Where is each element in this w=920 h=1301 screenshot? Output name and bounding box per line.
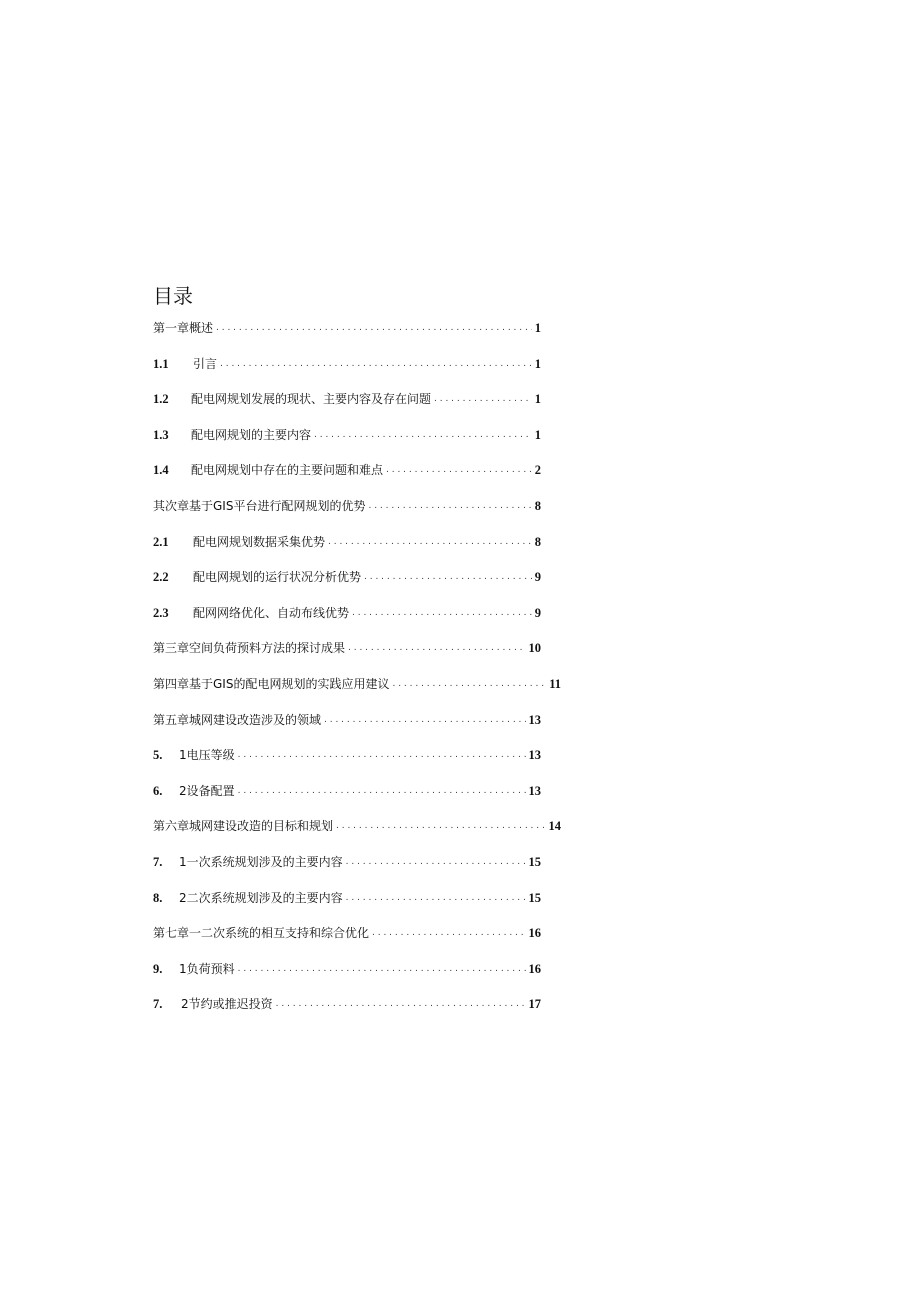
toc-entry[interactable] — [153, 888, 541, 924]
toc-leader-dots — [434, 389, 532, 409]
toc-entry[interactable] — [153, 425, 541, 461]
toc-entry-text: 1电压等级 — [179, 748, 235, 763]
toc-section-number: 1.1 — [153, 356, 169, 371]
toc-entry-text: 第六章城网建设改造的目标和规划 — [153, 819, 334, 834]
toc-page-number: 1 — [534, 321, 541, 335]
toc-entry[interactable] — [153, 710, 541, 746]
toc-page-number: 1 — [534, 356, 541, 371]
toc-page-number: 14 — [548, 819, 561, 834]
toc-leader-dots — [352, 603, 532, 623]
toc-entry-text: 配电网规划的主要内容 — [191, 427, 312, 442]
toc-page-number: 11 — [549, 676, 561, 691]
toc-entry[interactable] — [153, 532, 541, 568]
toc-page-number: 15 — [528, 854, 541, 869]
toc-page-number: 16 — [528, 961, 541, 976]
toc-page-number: 10 — [528, 641, 541, 656]
toc-entry-text: 第三章空间负荷预料方法的探讨成果 — [153, 641, 346, 656]
toc-entry-text: 引言 — [193, 356, 218, 371]
toc-section-number: 2.1 — [153, 534, 169, 549]
toc-leader-dots — [238, 745, 526, 765]
toc-page-number: 1 — [534, 392, 541, 407]
toc-entry[interactable] — [153, 318, 541, 354]
toc-entry-text: 2二次系统规划涉及的主要内容 — [179, 890, 343, 905]
toc-entry[interactable] — [153, 638, 541, 674]
toc-entry[interactable] — [153, 923, 541, 959]
toc-section-number: 7. — [153, 997, 163, 1012]
toc-leader-dots — [328, 532, 532, 552]
toc-entry-text: 第四章基于GIS的配电网规划的实践应用建议 — [153, 676, 390, 691]
toc-entry-text: 2设备配置 — [179, 783, 235, 798]
toc-entry-text: 1一次系统规划涉及的主要内容 — [179, 854, 343, 869]
toc-leader-dots — [336, 816, 545, 836]
toc-section-number: 1.2 — [153, 392, 169, 407]
toc-leader-dots — [238, 959, 526, 979]
toc-page-number: 9 — [534, 570, 541, 585]
toc-entry[interactable] — [153, 781, 541, 817]
toc-section-number: 1.3 — [153, 427, 169, 442]
toc-entry[interactable] — [153, 389, 541, 425]
toc-section-number: 9. — [153, 961, 163, 976]
toc-page-number: 8 — [534, 534, 541, 549]
toc-page-number: 8 — [534, 498, 541, 513]
toc-leader-dots — [276, 994, 526, 1014]
toc-entry-text: 2节约或推迟投资 — [181, 997, 273, 1012]
toc-leader-dots — [348, 638, 525, 658]
toc-page-number: 13 — [528, 748, 541, 763]
toc-leader-dots — [346, 852, 526, 872]
toc-entry-text: 配电网规划的运行状况分析优势 — [193, 570, 362, 585]
toc-page-number: 13 — [528, 783, 541, 798]
toc-title: 目录 — [153, 284, 193, 308]
toc-entry[interactable] — [153, 816, 561, 852]
toc-entry[interactable] — [153, 994, 541, 1030]
toc-entry-text: 配电网规划数据采集优势 — [193, 534, 326, 549]
toc-list — [153, 318, 573, 1030]
toc-leader-dots — [324, 710, 525, 730]
toc-entry[interactable] — [153, 354, 541, 390]
toc-entry-text: 第一章概述 — [153, 321, 214, 335]
toc-leader-dots — [392, 674, 546, 694]
toc-entry-text: 其次章基于GIS平台进行配网规划的优势 — [153, 498, 366, 513]
toc-entry-text: 1负荷预料 — [179, 961, 235, 976]
toc-entry-text: 配网网络优化、自动布线优势 — [193, 605, 350, 620]
toc-section-number: 5. — [153, 748, 163, 763]
toc-entry[interactable] — [153, 496, 541, 532]
toc-page-number: 17 — [528, 997, 541, 1012]
toc-entry[interactable] — [153, 460, 541, 496]
toc-entry-text: 配电网规划中存在的主要问题和难点 — [191, 463, 384, 478]
toc-leader-dots — [314, 425, 532, 445]
toc-page-number: 1 — [534, 427, 541, 442]
toc-leader-dots — [346, 888, 526, 908]
toc-leader-dots — [216, 318, 532, 338]
toc-page-number: 2 — [534, 463, 541, 478]
toc-section-number: 8. — [153, 890, 163, 905]
toc-entry[interactable] — [153, 603, 541, 639]
toc-entry[interactable] — [153, 745, 541, 781]
toc-entry[interactable] — [153, 852, 541, 888]
toc-leader-dots — [220, 354, 532, 374]
toc-entry[interactable] — [153, 567, 541, 603]
toc-entry-text: 配电网规划发展的现状、主要内容及存在问题 — [191, 392, 432, 407]
toc-page-number: 15 — [528, 890, 541, 905]
toc-page-number: 13 — [528, 712, 541, 727]
toc-leader-dots — [238, 781, 526, 801]
toc-page-number: 9 — [534, 605, 541, 620]
toc-entry[interactable] — [153, 674, 561, 710]
toc-leader-dots — [386, 460, 532, 480]
toc-section-number: 1.4 — [153, 463, 169, 478]
toc-leader-dots — [372, 923, 525, 943]
toc-entry-text: 第五章城网建设改造涉及的领域 — [153, 712, 322, 727]
toc-section-number: 2.2 — [153, 570, 169, 585]
toc-section-number: 7. — [153, 854, 163, 869]
toc-leader-dots — [368, 496, 531, 516]
toc-section-number: 6. — [153, 783, 163, 798]
toc-page-number: 16 — [528, 926, 541, 941]
toc-leader-dots — [364, 567, 532, 587]
toc-entry-text: 第七章一二次系统的相互支持和综合优化 — [153, 926, 370, 941]
toc-entry[interactable] — [153, 959, 541, 995]
toc-section-number: 2.3 — [153, 605, 169, 620]
